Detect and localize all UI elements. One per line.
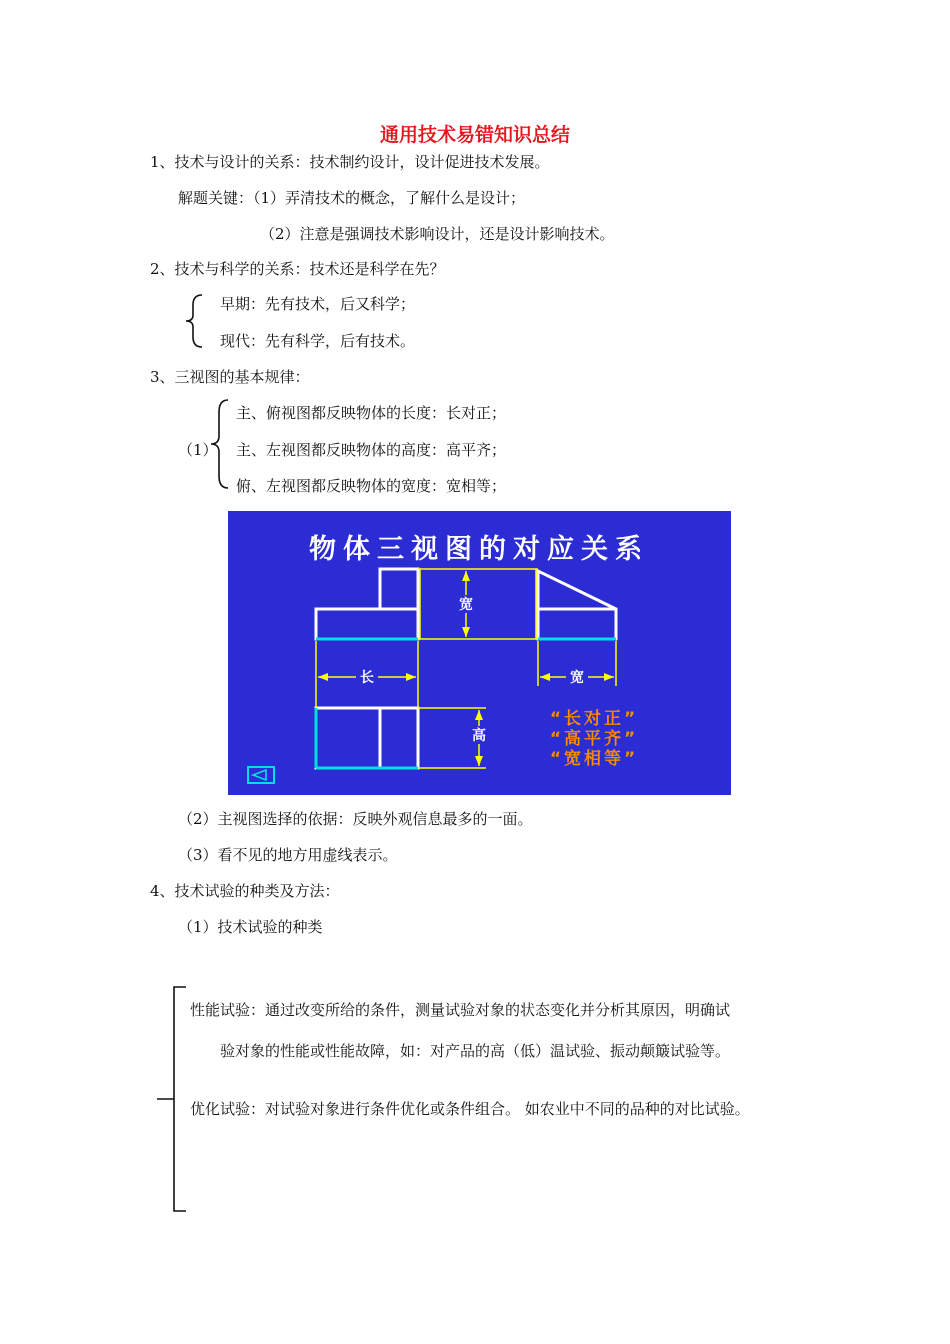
- section-3-sub3: （3）看不见的地方用虚线表示。: [178, 846, 398, 864]
- section-1-heading: 1、技术与设计的关系：技术制约设计，设计促进技术发展。: [150, 153, 550, 171]
- section-2-heading: 2、技术与科学的关系：技术还是科学在先？: [150, 260, 445, 278]
- figure-rule-length: “长对正”: [549, 709, 639, 729]
- figure-rules: [550, 708, 638, 769]
- section-2-item-early: 早期：先有技术，后又科学；: [220, 295, 416, 313]
- section-3-rule-height: 主、左视图都反映物体的高度：高平齐；: [236, 441, 507, 459]
- performance-test-line-2: 验对象的性能或性能故障，如：对产品的高（低）温试验、振动颠簸试验等。: [220, 1042, 731, 1060]
- label-width: 宽: [570, 670, 584, 686]
- front-view: [316, 569, 418, 639]
- label-height-top: 宽: [459, 597, 473, 613]
- left-view: [538, 571, 616, 639]
- top-view: [316, 708, 418, 768]
- figure-rule-height: “高平齐”: [549, 729, 639, 749]
- section-1-key-2: （2）注意是强调技术影响设计，还是设计影响技术。: [260, 225, 615, 243]
- section-3-rule-width: 俯、左视图都反映物体的宽度：宽相等；: [236, 477, 507, 495]
- section-3-brace: [208, 398, 232, 490]
- back-arrow-icon: [248, 767, 274, 783]
- section-3-heading: 3、三视图的基本规律：: [150, 368, 310, 386]
- figure-title: 物体三视图的对应关系: [309, 534, 649, 565]
- optimization-test: 优化试验：对试验对象进行条件优化或条件组合。 如农业中不同的品种的对比试验。: [190, 1100, 750, 1118]
- figure-rule-width: “宽相等”: [549, 749, 639, 769]
- section-2-item-modern: 现代：先有科学，后有技术。: [220, 332, 416, 350]
- label-height: 高: [472, 728, 486, 744]
- section-2-brace: [184, 293, 206, 349]
- section-3-sub1-label: （1）: [178, 441, 218, 459]
- section-3-sub2: （2）主视图选择的依据：反映外观信息最多的一面。: [178, 810, 533, 828]
- label-length: 长: [360, 670, 374, 686]
- section-4-bracket: [155, 985, 189, 1215]
- section-3-rule-length: 主、俯视图都反映物体的长度：长对正；: [236, 404, 507, 422]
- page-title: 通用技术易错知识总结: [379, 124, 570, 146]
- three-view-figure: [228, 511, 731, 795]
- performance-test-line-1: 性能试验：通过改变所给的条件，测量试验对象的状态变化并分析其原因，明确试: [190, 1001, 731, 1019]
- three-view-drawing: [228, 511, 731, 795]
- section-4-sub1: （1）技术试验的种类: [178, 918, 323, 936]
- section-1-key-1: 解题关键：（1）弄清技术的概念，了解什么是设计；: [178, 189, 526, 207]
- section-4-heading: 4、技术试验的种类及方法：: [150, 882, 340, 900]
